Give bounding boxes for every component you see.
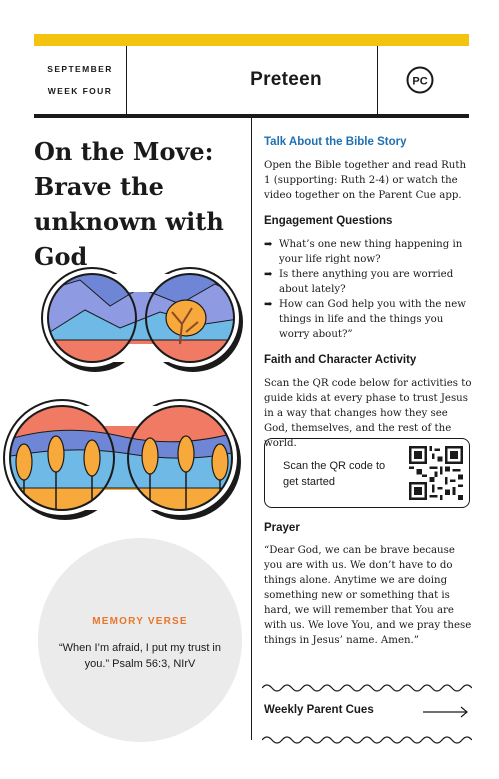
arrow-bullet-icon: ➡ — [264, 269, 273, 280]
header-divider — [126, 46, 127, 114]
arrow-bullet-icon: ➡ — [264, 299, 273, 310]
list-item: ➡ Is there anything you are worried about lately? — [264, 269, 454, 295]
list-item: ➡ What’s one new thing happening in your life right now? — [264, 239, 463, 265]
column-divider — [251, 118, 252, 740]
list-item: ➡ How can God help you with the new things in life and the things you worry about?” — [264, 299, 466, 340]
prayer-body: “Dear God, we can be brave because you are with us. We don’t have to do things alone. Anytime we are doing something new or something that is hard, we will remember that You are with us. We love You, and we pray these things in Jesus’ name. Amen.” — [264, 545, 472, 646]
memory-verse-label: MEMORY VERSE — [92, 616, 188, 627]
faith-heading: Faith and Character Activity — [264, 354, 417, 366]
burning-bush-illustration — [40, 262, 245, 374]
page-title: On the Move: Brave the unknown with God — [34, 137, 224, 271]
parent-cue-logo-icon — [406, 66, 434, 94]
engagement-heading: Engagement Questions — [264, 215, 393, 227]
wheat-field-illustration — [0, 392, 245, 524]
arrow-right-icon[interactable] — [423, 706, 469, 718]
wave-divider — [262, 682, 472, 694]
wave-divider — [262, 734, 472, 746]
qr-code-icon[interactable] — [409, 446, 463, 500]
weekly-parent-cues-link[interactable]: Weekly Parent Cues — [264, 704, 374, 716]
week-label: WEEK FOUR — [47, 86, 113, 96]
prayer-heading: Prayer — [264, 522, 300, 534]
faith-body: Scan the QR code below for activities to guide kids at every phase to trust Jesus in a way that changes how they see God, themselves, and the rest of the world. — [264, 378, 472, 449]
talk-heading: Talk About the Bible Story — [264, 136, 407, 148]
qr-callout — [264, 438, 470, 508]
memory-verse-text: “When I’m afraid, I put my trust in you.” Psalm 56:3, NIrV — [59, 642, 221, 670]
top-accent-bar — [34, 34, 469, 46]
audience-title: Preteen — [250, 69, 322, 90]
header-divider — [377, 46, 378, 114]
qr-instruction: Scan the QR code to get started — [283, 460, 386, 488]
talk-body: Open the Bible together and read Ruth 1 (supporting: Ruth 2-4) or watch the video together on the Parent Cue app. — [264, 160, 466, 201]
right-column — [264, 132, 474, 451]
page-header — [34, 46, 469, 118]
engagement-questions — [264, 237, 474, 342]
date-block — [34, 46, 126, 114]
arrow-bullet-icon: ➡ — [264, 239, 273, 250]
month-label: SEPTEMBER — [47, 64, 113, 74]
svg-text:PC: PC — [412, 75, 428, 88]
